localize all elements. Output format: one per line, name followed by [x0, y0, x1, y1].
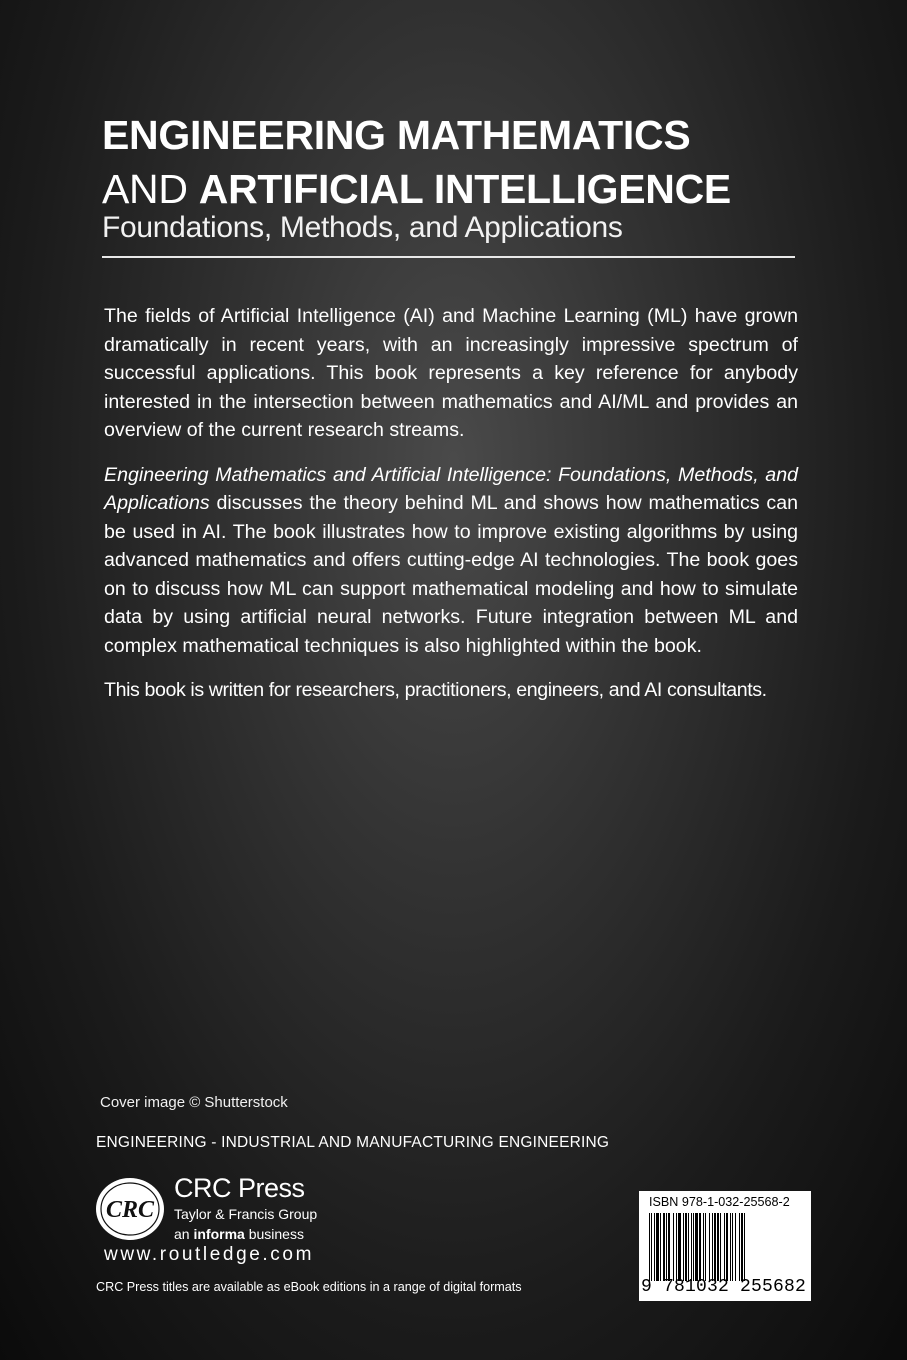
book-subtitle: Foundations, Methods, and Applications	[102, 211, 623, 244]
title-line-1: ENGINEERING MATHEMATICS	[102, 112, 691, 158]
title-line-2-bold: ARTIFICIAL INTELLIGENCE	[198, 166, 731, 212]
description-paragraph-1: The fields of Artificial Intelligence (AI) and Machine Learning (ML) have grown dramatically in recent years, with an increasingly impressive spectrum of successful applications. This book represents a key reference for anybody interested in the intersection between mathematics and AI/ML and provides an overview of the current research streams.	[104, 305, 798, 441]
publisher-name: CRC Press	[174, 1173, 305, 1203]
informa-suffix: business	[244, 1226, 304, 1242]
description-paragraph-2	[104, 461, 798, 661]
title-line-2-prefix: AND	[102, 166, 199, 212]
informa-line	[174, 1224, 317, 1244]
book-description	[104, 302, 798, 721]
informa-bold: informa	[193, 1226, 245, 1242]
book-title-italic: Engineering Mathematics and Artificial Intelligence: Foundations, Methods, and Applications	[104, 463, 798, 514]
subject-category: ENGINEERING - INDUSTRIAL AND MANUFACTURING ENGINEERING	[96, 1134, 610, 1151]
publisher-group: Taylor & Francis Group	[174, 1206, 318, 1222]
cover-image-credit: Cover image © Shutterstock	[100, 1094, 288, 1111]
description-paragraph-3: This book is written for researchers, practitioners, engineers, and AI consultants.	[104, 679, 767, 701]
crc-press-logo-icon	[94, 1176, 166, 1242]
description-paragraph-2-text: discusses the theory behind ML and shows how mathematics can be used in AI. The book illustrates how to improve existing algorithms by using advanced mathematics and offers cutting-edge AI technologies. The book goes on to discuss how ML can support mathematical modeling and how to simulate data by using artificial neural networks. Future integration between ML and complex mathematical techniques is also highlighted within the book.	[104, 492, 798, 657]
logo-text: CRC	[105, 1197, 155, 1223]
barcode-icon	[647, 1213, 803, 1281]
ebook-note: CRC Press titles are available as eBook editions in a range of digital formats	[96, 1280, 522, 1294]
isbn-text: ISBN 978-1-032-25568-2	[649, 1195, 790, 1209]
book-title	[102, 108, 822, 216]
informa-prefix: an	[174, 1226, 194, 1242]
title-divider	[102, 256, 795, 258]
publisher-url: www.routledge.com	[104, 1244, 314, 1265]
isbn-barcode	[639, 1191, 811, 1301]
publisher-block	[174, 1172, 317, 1244]
barcode-digits: 9 781032 255682	[641, 1277, 807, 1297]
